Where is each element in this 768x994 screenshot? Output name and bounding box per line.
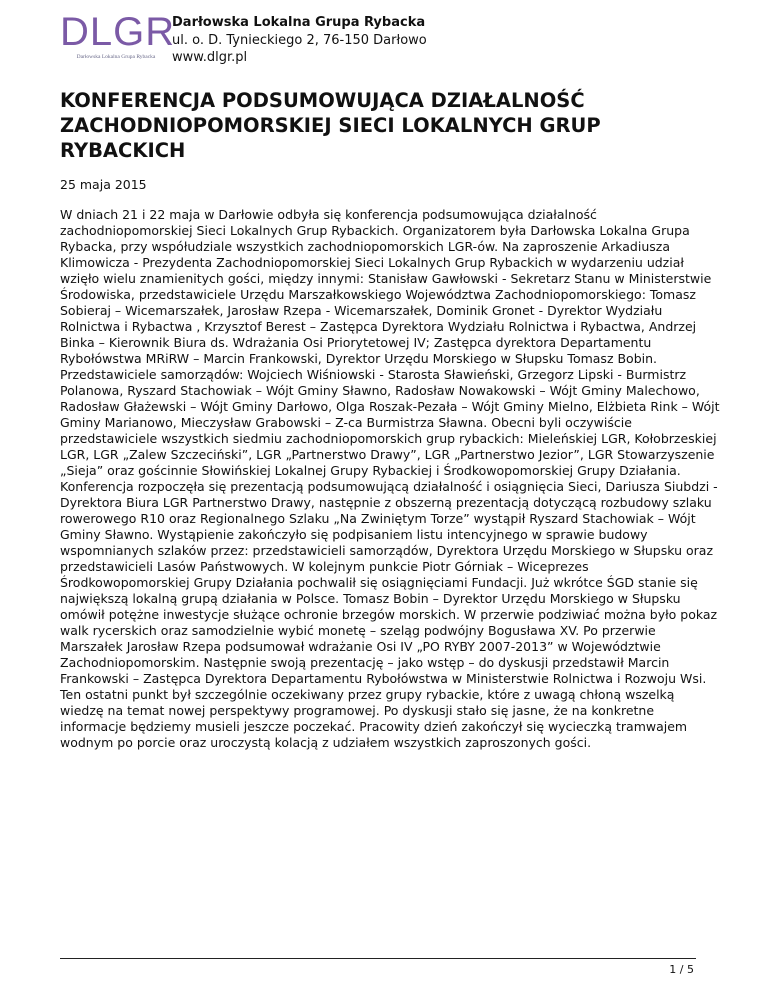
logo-text: DLGR — [60, 10, 176, 54]
article-title: KONFERENCJA PODSUMOWUJĄCA DZIAŁALNOŚĆ ZACHODNIOPOMORSKIEJ SIECI LOKALNYCH GRUP RYBACKICH — [60, 89, 601, 162]
article-date: 25 maja 2015 — [60, 177, 147, 192]
page-number: 1 / 5 — [669, 963, 694, 976]
organization-name: Darłowska Lokalna Grupa Rybacka — [172, 15, 426, 30]
page-header — [60, 12, 720, 70]
dlgr-logo — [60, 10, 176, 64]
footer-divider — [60, 958, 696, 959]
organization-info — [172, 14, 427, 67]
organization-website: www.dlgr.pl — [172, 50, 248, 65]
organization-address: ul. o. D. Tynieckiego 2, 76-150 Darłowo — [172, 32, 427, 48]
logo-subtitle: Darłowska Lokalna Grupa Rybacka — [76, 54, 156, 60]
article-body: W dniach 21 i 22 maja w Darłowie odbyła się konferencja podsumowująca działalność zachodniopomorskiej Sieci Lokalnych Grup Rybackich. Organizatorem była Darłowska Lokalna Grupa Rybacka, przy współudziale wszystkich zachodniopomorskich LGR-ów. Na zaproszenie Arkadiusza Klimowicza - Prezydenta Zachodniopomorskiej Sieci Lokalnych Grup Rybackich w wydarzeniu udział wzięło wielu znamienitych gości, między innymi: Stanisław Gawłowski - Sekretarz Stanu w Ministerstwie Środowiska, przedstawiciele Urzędu Marszałkowskiego Województwa Zachodniopomorskiego: Tomasz Sobieraj – Wicemarszałek, Jarosław Rzepa - Wicemarszałek, Dominik Gronet - Dyrektor Wydziału Rolnictwa i Rybactwa , Krzysztof Berest – Zastępca Dyrektora Wydziału Rolnictwa i Rybactwa, Andrzej Binka – Kierownik Biura ds. Wdrażania Osi Priorytetowej IV; Zastępca dyrektora Departamentu Rybołówstwa MRiRW – Marcin Frankowski, Dyrektor Urzędu Morskiego w Słupsku Tomasz Bobin. Przedstawiciele samorządów: Wojciech Wiśniowski - Starosta Sławieński, Grzegorz Lipski - Burmistrz Polanowa, Ryszard Stachowiak – Wójt Gminy Sławno, Radosław Nowakowski – Wójt Gminy Malechowo, Radosław Głażewski – Wójt Gminy Darłowo, Olga Roszak-Pezała – Wójt Gminy Mielno, Elżbieta Rink – Wójt Gminy Marianowo, Mieczysław Grabowski – Z-ca Burmistrza Sławna. Obecni byli oczywiście przedstawiciele wszystkich siedmiu zachodniopomorskich grup rybackich: Mieleńskiej LGR, Kołobrzeskiej LGR, LGR „Zalew Szczeciński”, LGR „Partnerstwo Drawy”, LGR „Partnerstwo Jezior”, LGR Stowarzyszenie „Sieja” oraz gościnnie Słowińskiej Lokalnej Grupy Rybackiej i Środkowopomorskiej Grupy Działania. Konferencja rozpoczęła się prezentacją podsumowującą działalność i osiągnięcia Sieci, Dariusza Siubdzi - Dyrektora Biura LGR Partnerstwo Drawy, następnie z obszerną prezentacją dotyczącą rozbudowy szlaku rowerowego R10 oraz Regionalnego Szlaku „Na Zwiniętym Torze” wystąpił Ryszard Stachowiak – Wójt Gminy Sławno. Wystąpienie zakończyło się podpisaniem listu intencyjnego w sprawie budowy wspomnianych szlaków przez: przedstawicieli samorządów, Dyrektora Urzędu Morskiego w Słupsku oraz przedstawicieli Lasów Państwowych. W kolejnym punkcie Piotr Górniak – Wiceprezes Środkowopomorskiej Grupy Działania pochwalił się osiągnięciami Fundacji. Już wkrótce ŚGD stanie się największą lokalną grupą działania w Polsce. Tomasz Bobin – Dyrektor Urzędu Morskiego w Słupsku omówił potężne inwestycje służące ochronie brzegów morskich. W przerwie podziwiać można było pokaz walk rycerskich oraz samodzielnie wybić monetę – szeląg podwójny Bogusława XV. Po przerwie Marszałek Jarosław Rzepa podsumował wdrażanie Osi IV „PO RYBY 2007-2013” w Województwie Zachodniopomorskim. Następnie swoją prezentację – jako wstęp – do dyskusji przedstawił Marcin Frankowski – Zastępca Dyrektora Departamentu Rybołówstwa w Ministerstwie Rolnictwa i Rozwoju Wsi. Ten ostatni punkt był szczególnie oczekiwany przez grupy rybackie, które z uwagą chłoną wszelką wiedzę na temat nowej perspektywy programowej. Po dyskusji stało się jasne, że na konkretne informacje będziemy musieli jeszcze poczekać. Pracowity dzień zakończył się wycieczką tramwajem wodnym po porcie oraz uroczystą kolacją z udziałem wszystkich zaproszonych gości. — [60, 207, 720, 750]
